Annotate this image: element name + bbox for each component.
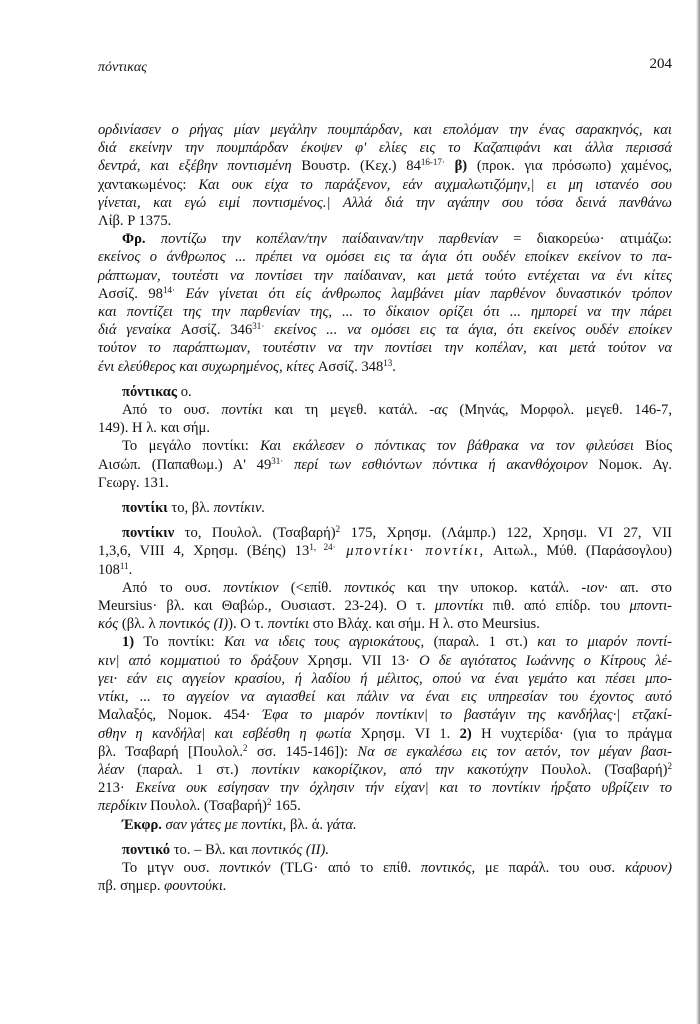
text-run: (<επίθ.: [278, 579, 345, 596]
text-run: το, βλ.: [167, 500, 214, 517]
bold-text-run: 2): [459, 725, 472, 742]
text-run: Από το ουσ.: [122, 402, 222, 419]
page-number: 204: [649, 56, 672, 72]
text-run: (προκ. για πρόσωπο) χαμένος,: [467, 158, 673, 175]
text-run: 165.: [271, 798, 301, 815]
text-line: [98, 267, 672, 285]
text-run: το, Πουλολ. (Τσαβαρή): [174, 525, 336, 542]
italic-text-run: εκείνος ... να ομόσει εις τα άγια, ότι εκείνος ουδέν εποίκεν: [264, 322, 672, 339]
italic-text-run: ποντίκι: [221, 402, 263, 419]
italic-text-run: Ο δε αγιότατος Ιωάννης ο Κίτρους λέ-: [419, 652, 673, 669]
italic-text-run: ποντίκιν.: [213, 500, 266, 517]
text-run: Ασσίζ. 98: [98, 285, 163, 302]
text-line: [98, 157, 672, 175]
text-run: ). Ο τ.: [228, 616, 268, 633]
text-run: Αισώπ. (Παπαθωμ.) Α' 49: [98, 456, 272, 473]
paragraph: [98, 230, 672, 376]
text-line: [98, 285, 672, 303]
italic-text-run: διά γεναίκα: [98, 322, 181, 339]
text-line: [98, 139, 672, 157]
entry-headword-paragraph: [98, 841, 672, 859]
italic-text-run: Έφα το μιαρόν ποντίκιν| το βαστάγιν της κανδήλας·| ετζακί-: [262, 707, 672, 724]
text-run: .: [128, 561, 133, 578]
italic-text-run: ντίκι, ... το αγγείον να αγιασθεί και πάλιν να έναι εις υπηρεσίαν του έχοντος αυτό: [98, 689, 672, 706]
text-line: [98, 877, 672, 895]
superscript: 16-17·: [420, 157, 445, 168]
text-line: [98, 561, 672, 579]
text-run: Ασσίζ. 348: [317, 358, 384, 375]
italic-text-run: μποντι-: [629, 598, 672, 615]
italic-text-run: ποντίζω την κοπέλαν/την παίδαιναν/την παρθενίαν: [145, 231, 499, 248]
text-line: [98, 499, 672, 517]
text-run: Η νυχτερίδα· (για το πράγμα: [471, 725, 672, 742]
italic-text-run: Εκείνα ουκ εσίγησαν την όχλησιν τήν είχαν| και το ποντίκιν ήρξατο υβρίζειν το: [135, 780, 672, 797]
text-line: [98, 303, 672, 321]
text-run: Ασσίζ. 346: [180, 322, 253, 339]
italic-text-run: διά εκείνην την πουμπάρδαν έκοψεν φ' ελίες εις το Καζαπιφάνι και άλλα περισσά: [98, 140, 672, 157]
text-run: πβ. σημερ.: [98, 878, 165, 895]
text-line: [98, 401, 672, 419]
text-run: στο Βλάχ. και σήμ. Η λ. στο Meursius.: [309, 616, 540, 633]
text-run: 175, Χρησμ. (Λάμπρ.) 122, Χρησμ. VI 27, VII: [340, 525, 673, 542]
text-line: [98, 816, 672, 834]
text-run: ο.: [177, 383, 192, 400]
text-line: [98, 524, 672, 542]
superscript: 2: [243, 742, 248, 753]
italic-text-run: ας: [434, 402, 448, 419]
text-run: με παράλ. του ουσ.: [475, 859, 625, 876]
text-line: [98, 456, 672, 474]
text-run: .: [392, 358, 396, 375]
text-run: και τη μεγεθ. κατάλ. -: [262, 402, 435, 419]
italic-text-run: ποντίκιον: [223, 579, 279, 596]
italic-text-run: ιον·: [586, 579, 608, 596]
text-run: πιθ. από επίδρ. του: [483, 598, 630, 615]
italic-text-run: ποντικός (II).: [251, 841, 329, 858]
text-run: Το ποντίκι:: [134, 634, 225, 651]
text-run: βλ. Τσαβαρή [Πουλολ.: [98, 743, 244, 760]
italic-text-run: και ποντίζει της την παρθενίαν της, ... το δίκαιον ορίζει ότι ... ημπορεί να την πάρει: [98, 304, 672, 321]
italic-text-run: γει· εάν εις αγγείον κρασίου, ή λαδίου ή μέλιτος, οπού να έναι γεμάτο και πέσει μπο-: [98, 670, 672, 687]
italic-text-run: ράπτωμαν, τουτέστι να ποντίσει την παίδαιναν, και μετά τούτο εντέχεται να ένι κίτες: [98, 267, 672, 284]
paragraph: [98, 816, 672, 834]
text-run: = διακορεύω· ατιμάζω:: [498, 231, 672, 248]
text-line: [98, 797, 672, 815]
italic-text-run: ποντικόν: [219, 859, 271, 876]
headword: ποντίκι: [122, 500, 168, 517]
superscript: 2: [267, 797, 272, 808]
text-run: Βίος: [633, 438, 672, 455]
italic-text-run: Να σε εγκαλέσω εις τον αετόν, τον μέγαν βασι-: [357, 743, 672, 760]
text-line: [98, 339, 672, 357]
dictionary-entry: [98, 383, 672, 492]
text-line: [98, 176, 672, 194]
paragraph: [98, 401, 672, 437]
text-line: [98, 383, 672, 401]
italic-text-run: γάτα.: [326, 816, 357, 833]
superscript: 14·: [162, 284, 175, 295]
text-line: [98, 230, 672, 248]
text-run: το. – Βλ. και: [170, 841, 252, 858]
text-line: [98, 761, 672, 779]
italic-text-run: Και να ιδεις τους αγριοκάτους,: [224, 634, 425, 651]
text-line: [98, 321, 672, 339]
italic-text-run: ποντικός: [344, 579, 395, 596]
text-line: [98, 194, 672, 212]
text-run: απ. στο: [607, 579, 672, 596]
text-line: [98, 633, 672, 651]
italic-text-run: ένι ελεύθερος και συχωρημένος, κίτες: [98, 358, 318, 375]
text-line: [98, 688, 672, 706]
text-run: Από το ουσ.: [122, 579, 224, 596]
text-line: [98, 597, 672, 615]
text-line: [98, 542, 672, 560]
text-line: [98, 743, 672, 761]
text-line: [98, 779, 672, 797]
italic-text-run: δεντρά, και εξέβην ποντισμένη: [98, 158, 302, 175]
paragraph: [98, 121, 672, 230]
italic-text-run: ορδινίασεν ο ρήγας μίαν μεγάλην πουμπάρδαν, και επολόμαν την ένας σαρακηνός, και: [98, 122, 672, 138]
text-run: 149). Η λ. και σήμ.: [98, 420, 211, 437]
italic-text-run: σαν γάτες με ποντίκι,: [161, 816, 287, 833]
text-run: χαντακωμένος:: [98, 176, 199, 193]
paragraph: [98, 859, 672, 895]
text-run: (TLG· από το επίθ.: [270, 859, 421, 876]
italic-text-run: ποντίκιν κακορίζικον, από την κακοτύχην: [251, 761, 529, 778]
text-run: Χρησμ. VII 13·: [298, 652, 420, 669]
italic-text-run: κός: [98, 616, 119, 633]
italic-text-run: κάρυον): [624, 859, 672, 876]
text-run: Γεωργ. 131.: [98, 474, 169, 491]
text-run: Το μεγάλο ποντίκι:: [122, 438, 261, 455]
bold-text-run: 1): [122, 634, 135, 651]
italic-text-run: ποντικός (I): [159, 616, 229, 633]
text-line: [98, 248, 672, 266]
bold-text-run: β): [444, 158, 468, 175]
italic-text-run: μποντίκι: [434, 598, 484, 615]
italic-text-run: Και εκάλεσεν ο πόντικας τον βάθρακα να τον φιλεύσει: [260, 438, 634, 455]
text-run: Λίβ. P 1375.: [98, 213, 172, 230]
entry-continuation: [98, 121, 672, 376]
text-run: (βλ. λ: [118, 616, 160, 633]
text-run: και την υποκορ. κατάλ. -: [394, 579, 587, 596]
italic-text-run: λέαν: [98, 761, 125, 778]
text-line: [98, 725, 672, 743]
superscript: 13: [383, 357, 393, 368]
superscript: 2: [335, 524, 341, 535]
text-run: Το μτγν ουσ.: [122, 859, 220, 876]
italic-text-run: ποντίκι: [267, 616, 310, 633]
text-line: [98, 212, 672, 230]
running-head: πόντικας: [98, 60, 147, 75]
text-run: (Μηνάς, Μορφολ. μεγεθ. 146-7,: [447, 402, 672, 419]
italic-text-run: και το μιαρόν ποντί-: [537, 634, 672, 651]
superscript: 31·: [271, 455, 284, 466]
italic-text-run: περί των εσθιόντων πόντικα ή ακανθόχοιρον: [283, 456, 588, 473]
text-line: [98, 419, 672, 437]
dictionary-entry: [98, 499, 672, 517]
paragraph: [98, 579, 672, 634]
text-run: 1,3,6, VIII 4, Χρησμ. (Βέης) 13: [98, 543, 310, 560]
text-run: Αιτωλ., Μύθ. (Παράσογλου): [484, 543, 672, 560]
entry-headword-paragraph: [98, 524, 672, 579]
italic-text-run: σθην η κανδήλα| και εσβέσθη η φωτία: [98, 725, 352, 742]
text-run: Βουστρ. (Κεχ.) 84: [301, 158, 421, 175]
italic-text-run: τούτον το παράπτωμαν, τουτέστιν να την ποντίσει την κοπέλαν, και μετά τούτον να: [98, 340, 672, 357]
entry-headword-paragraph: [98, 499, 672, 517]
text-run: Πουλολ. (Τσαβαρή): [146, 798, 268, 815]
italic-text-run: Εάν γίνεται ότι είς άνθρωπος λαμβάνει μίαν παρθένον δυναστικόν τρόπον: [174, 285, 672, 302]
text-line: [98, 841, 672, 859]
text-line: [98, 670, 672, 688]
spaced-text-run: μποντίκι· ποντίκι,: [335, 543, 485, 560]
headword: πόντικας: [122, 383, 178, 400]
italic-text-run: γίνεται, και εγώ ειμί ποντισμένος.| Αλλά διά την αγάπην σου τόσα δεινά πανθάνω: [98, 194, 672, 211]
bold-text-run: Φρ.: [122, 231, 146, 248]
italic-text-run: ποντικός,: [420, 859, 476, 876]
text-line: [98, 121, 672, 139]
headword: ποντίκιν: [122, 525, 175, 542]
scan-page-edge: [696, 0, 700, 1024]
text-line: [98, 358, 672, 376]
text-run: (παραλ. 1 στ.): [124, 761, 252, 778]
text-line: [98, 474, 672, 492]
text-run: Meursius· βλ. και Θαβώρ., Ουσιαστ. 23-24). Ο τ.: [98, 598, 435, 615]
italic-text-run: κιν| από κομματιού το δράξουν: [98, 652, 299, 669]
italic-text-run: περδίκιν: [98, 798, 147, 815]
superscript: 2: [667, 760, 672, 771]
text-line: [98, 579, 672, 597]
text-run: Πουλολ. (Τσαβαρή): [528, 761, 668, 778]
text-run: σσ. 145-146]):: [247, 743, 358, 760]
headword: ποντικό: [122, 841, 171, 858]
dictionary-entry: [98, 841, 672, 896]
italic-text-run: εκείνος ο άνθρωπος ... πρέπει να ομόσει εις τα άγια ότι ουδέν εποίκεν εκείνον το πα-: [98, 249, 672, 266]
text-line: [98, 615, 672, 633]
superscript: 31·: [252, 321, 265, 332]
entry-headword-paragraph: [98, 383, 672, 401]
bold-text-run: Έκφρ.: [122, 816, 162, 833]
superscript: 1, 24·: [309, 542, 336, 553]
italic-text-run: φουντούκι.: [164, 878, 227, 895]
superscript: 11: [119, 560, 129, 571]
paragraph: [98, 633, 672, 815]
italic-text-run: Και ουκ είχα το παράξενον, εάν αιχμαλωτιζόμην,| ει μη ιστανέο σου: [198, 176, 673, 193]
text-run: 213·: [98, 780, 136, 797]
dictionary-entry: [98, 524, 672, 833]
text-line: [98, 437, 672, 455]
text-run: Μαλαξός, Νομοκ. 454·: [98, 707, 263, 724]
text-run: Χρησμ. VI 1.: [351, 725, 460, 742]
text-run: (παραλ. 1 στ.): [424, 634, 538, 651]
text-line: [98, 706, 672, 724]
text-line: [98, 652, 672, 670]
text-run: Νομοκ. Αγ.: [587, 456, 672, 473]
text-run: βλ. ά.: [286, 816, 327, 833]
text-run: 108: [98, 561, 120, 578]
dictionary-body: [98, 121, 672, 895]
paragraph: [98, 437, 672, 492]
text-line: [98, 859, 672, 877]
